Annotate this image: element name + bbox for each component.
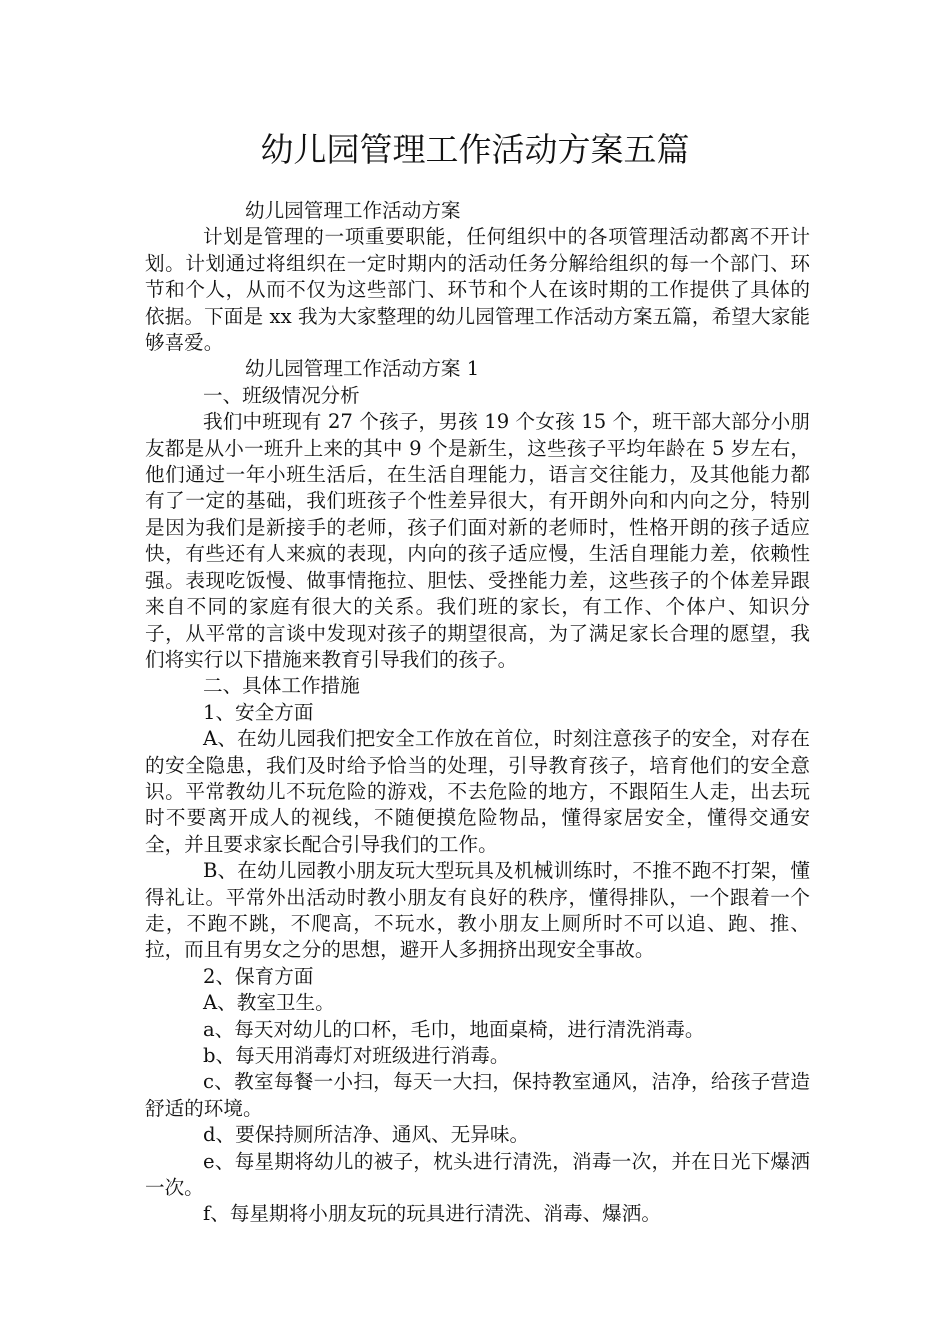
paragraph: A、教室卫生。 [203, 991, 335, 1015]
paragraph: 我们中班现有 27 个孩子，男孩 19 个女孩 15 个，班干部大部分小朋友都是从小一班升上来的其中 9 个是新生，这些孩子平均年龄在 5 岁左右，他们通过一年小班生活后，在生活自理能力，语言交往能力，及其他能力都有了一定的基础，我们班孩子个性差异很大，有开朗外向和内向之分，特别是因为我们是新接手的老师，孩子们面对新的老师时，性格开朗的孩子适应快，有些还有人来疯的表现，内向的孩子适应慢，生活自理能力差，依赖性强。表现吃饭慢、做事情拖拉、胆怯、受挫能力差，这些孩子的个体差异跟来自不同的家庭有很大的关系。我们班的家长，有工作、个体户、知识分子，从平常的言谈中发现对孩子的期望很高，为了满足家长合理的愿望，我们将实行以下措施来教育引导我们的孩子。 [145, 410, 810, 671]
paragraph: d、要保持厕所洁净、通风、无异味。 [203, 1123, 530, 1147]
paragraph: 二、具体工作措施 [203, 674, 360, 698]
document-body [145, 198, 810, 1228]
section-heading: 幼儿园管理工作活动方案 [245, 199, 461, 222]
section-heading: 幼儿园管理工作活动方案 1 [245, 357, 480, 381]
paragraph: c、教室每餐一小扫，每天一大扫，保持教室通风，洁净，给孩子营造舒适的环境。 [145, 1070, 810, 1120]
paragraph: a、每天对幼儿的口杯，毛巾，地面桌椅，进行清洗消毒。 [203, 1017, 705, 1041]
paragraph: 2、保育方面 [203, 964, 314, 988]
paragraph: 一、班级情况分析 [203, 383, 360, 407]
paragraph: e、每星期将幼儿的被子，枕头进行清洗，消毒一次，并在日光下爆洒一次。 [145, 1149, 810, 1200]
document-title: 幼儿园管理工作活动方案五篇 [260, 130, 690, 169]
paragraph: 计划是管理的一项重要职能，任何组织中的各项管理活动都离不开计划。计划通过将组织在一定时期内的活动任务分解给组织的每一个部门、环节和个人，从而不仅为这些部门、环节和个人在该时期的工作提供了具体的依据。下面是 xx 我为大家整理的幼儿园管理工作活动方案五篇，希望大家能够喜爱。 [145, 225, 810, 355]
paragraph: A、在幼儿园我们把安全工作放在首位，时刻注意孩子的安全，对存在的安全隐患，我们及时给予恰当的处理，引导教育孩子，培育他们的安全意识。平常教幼儿不玩危险的游戏，不去危险的地方，不跟陌生人走，出去玩时不要离开成人的视线，不随便摸危险物品，懂得家居安全，懂得交通安全，并且要求家长配合引导我们的工作。 [145, 727, 810, 856]
paragraph: B、在幼儿园教小朋友玩大型玩具及机械训练时，不推不跑不打架，懂得礼让。平常外出活动时教小朋友有良好的秩序，懂得排队，一个跟着一个走，不跑不跳，不爬高，不玩水，教小朋友上厕所时不可以追、跑、推、拉，而且有男女之分的思想，避开人多拥挤出现安全事故。 [145, 859, 810, 962]
paragraph: b、每天用消毒灯对班级进行消毒。 [203, 1044, 510, 1067]
paragraph: f、每星期将小朋友玩的玩具进行清洗、消毒、爆洒。 [203, 1202, 661, 1226]
paragraph: 1、安全方面 [203, 700, 314, 724]
